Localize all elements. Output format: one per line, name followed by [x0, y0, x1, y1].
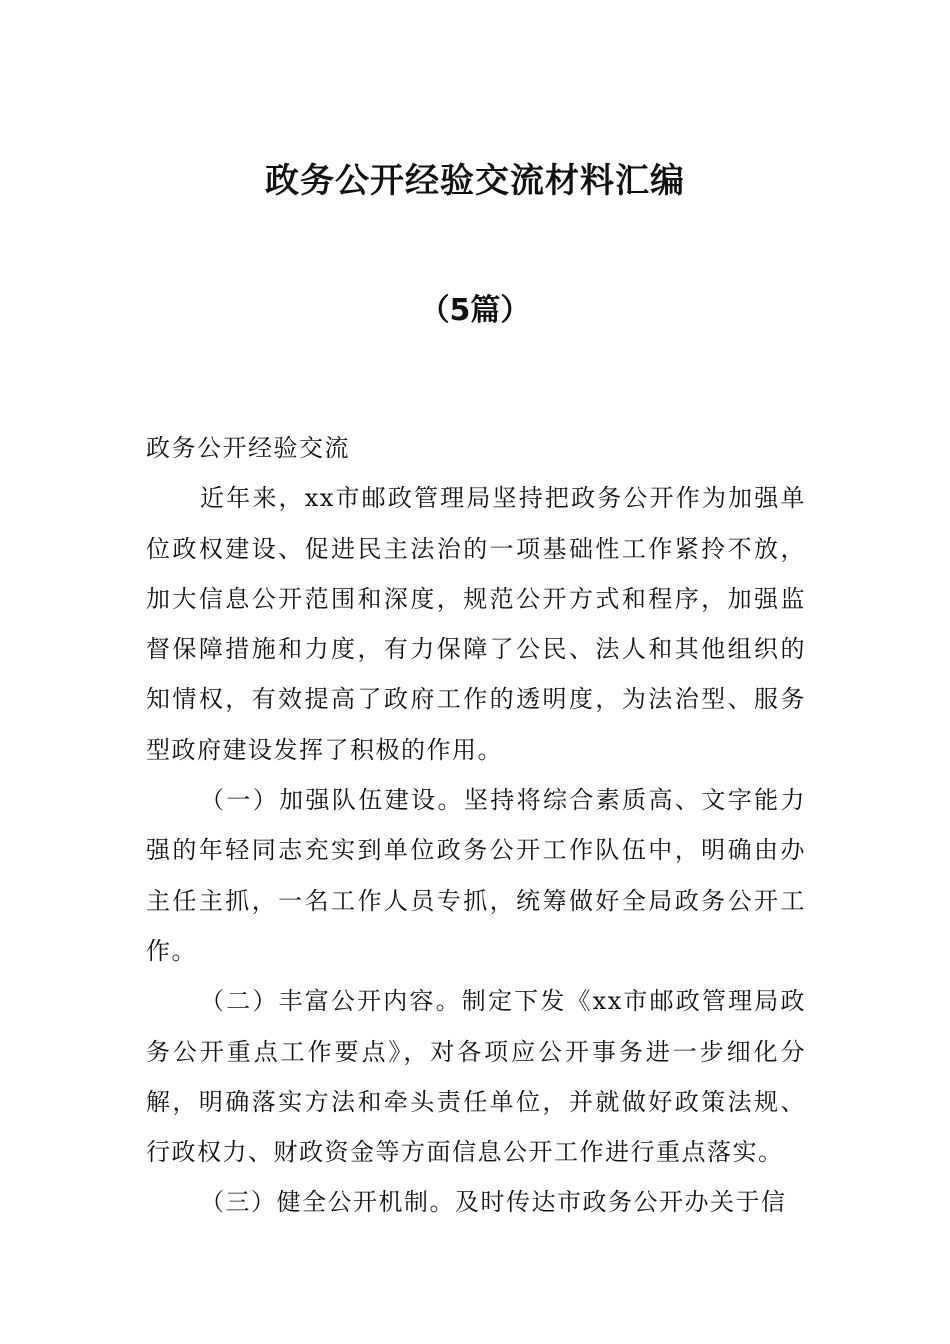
section-heading: 政务公开经验交流 — [146, 434, 350, 462]
paragraph-enrich-content: （二）丰富公开内容。制定下发《xx市邮政管理局政务公开重点工作要点》，对各项应公开事务进一步细化分解，明确落实方法和牵头责任单位，并就做好政策法规、行政权力、财政资金等方面信息公开工作进行重点落实。 — [146, 987, 806, 1167]
document-body — [146, 423, 806, 1228]
paragraph-team-building: （一）加强队伍建设。坚持将综合素质高、文字能力强的年轻同志充实到单位政务公开工作队伍中，明确由办主任主抓，一名工作人员专抓，统筹做好全局政务公开工作。 — [146, 786, 806, 965]
document-title: 政务公开经验交流材料汇编 — [265, 161, 685, 201]
paragraph-mechanism: （三）健全公开机制。及时传达市政务公开办关于信 — [200, 1188, 787, 1217]
document-subtitle: （5篇） — [419, 293, 531, 328]
paragraph-intro: 近年来，xx市邮政管理局坚持把政务公开作为加强单位政权建设、促进民主法治的一项基础性工作紧拎不放，加大信息公开范围和深度，规范公开方式和程序，加强监督保障措施和力度，有力保障了公民、法人和其他组织的知情权，有效提高了政府工作的透明度，为法治型、服务型政府建设发挥了积极的作用。 — [146, 484, 806, 764]
